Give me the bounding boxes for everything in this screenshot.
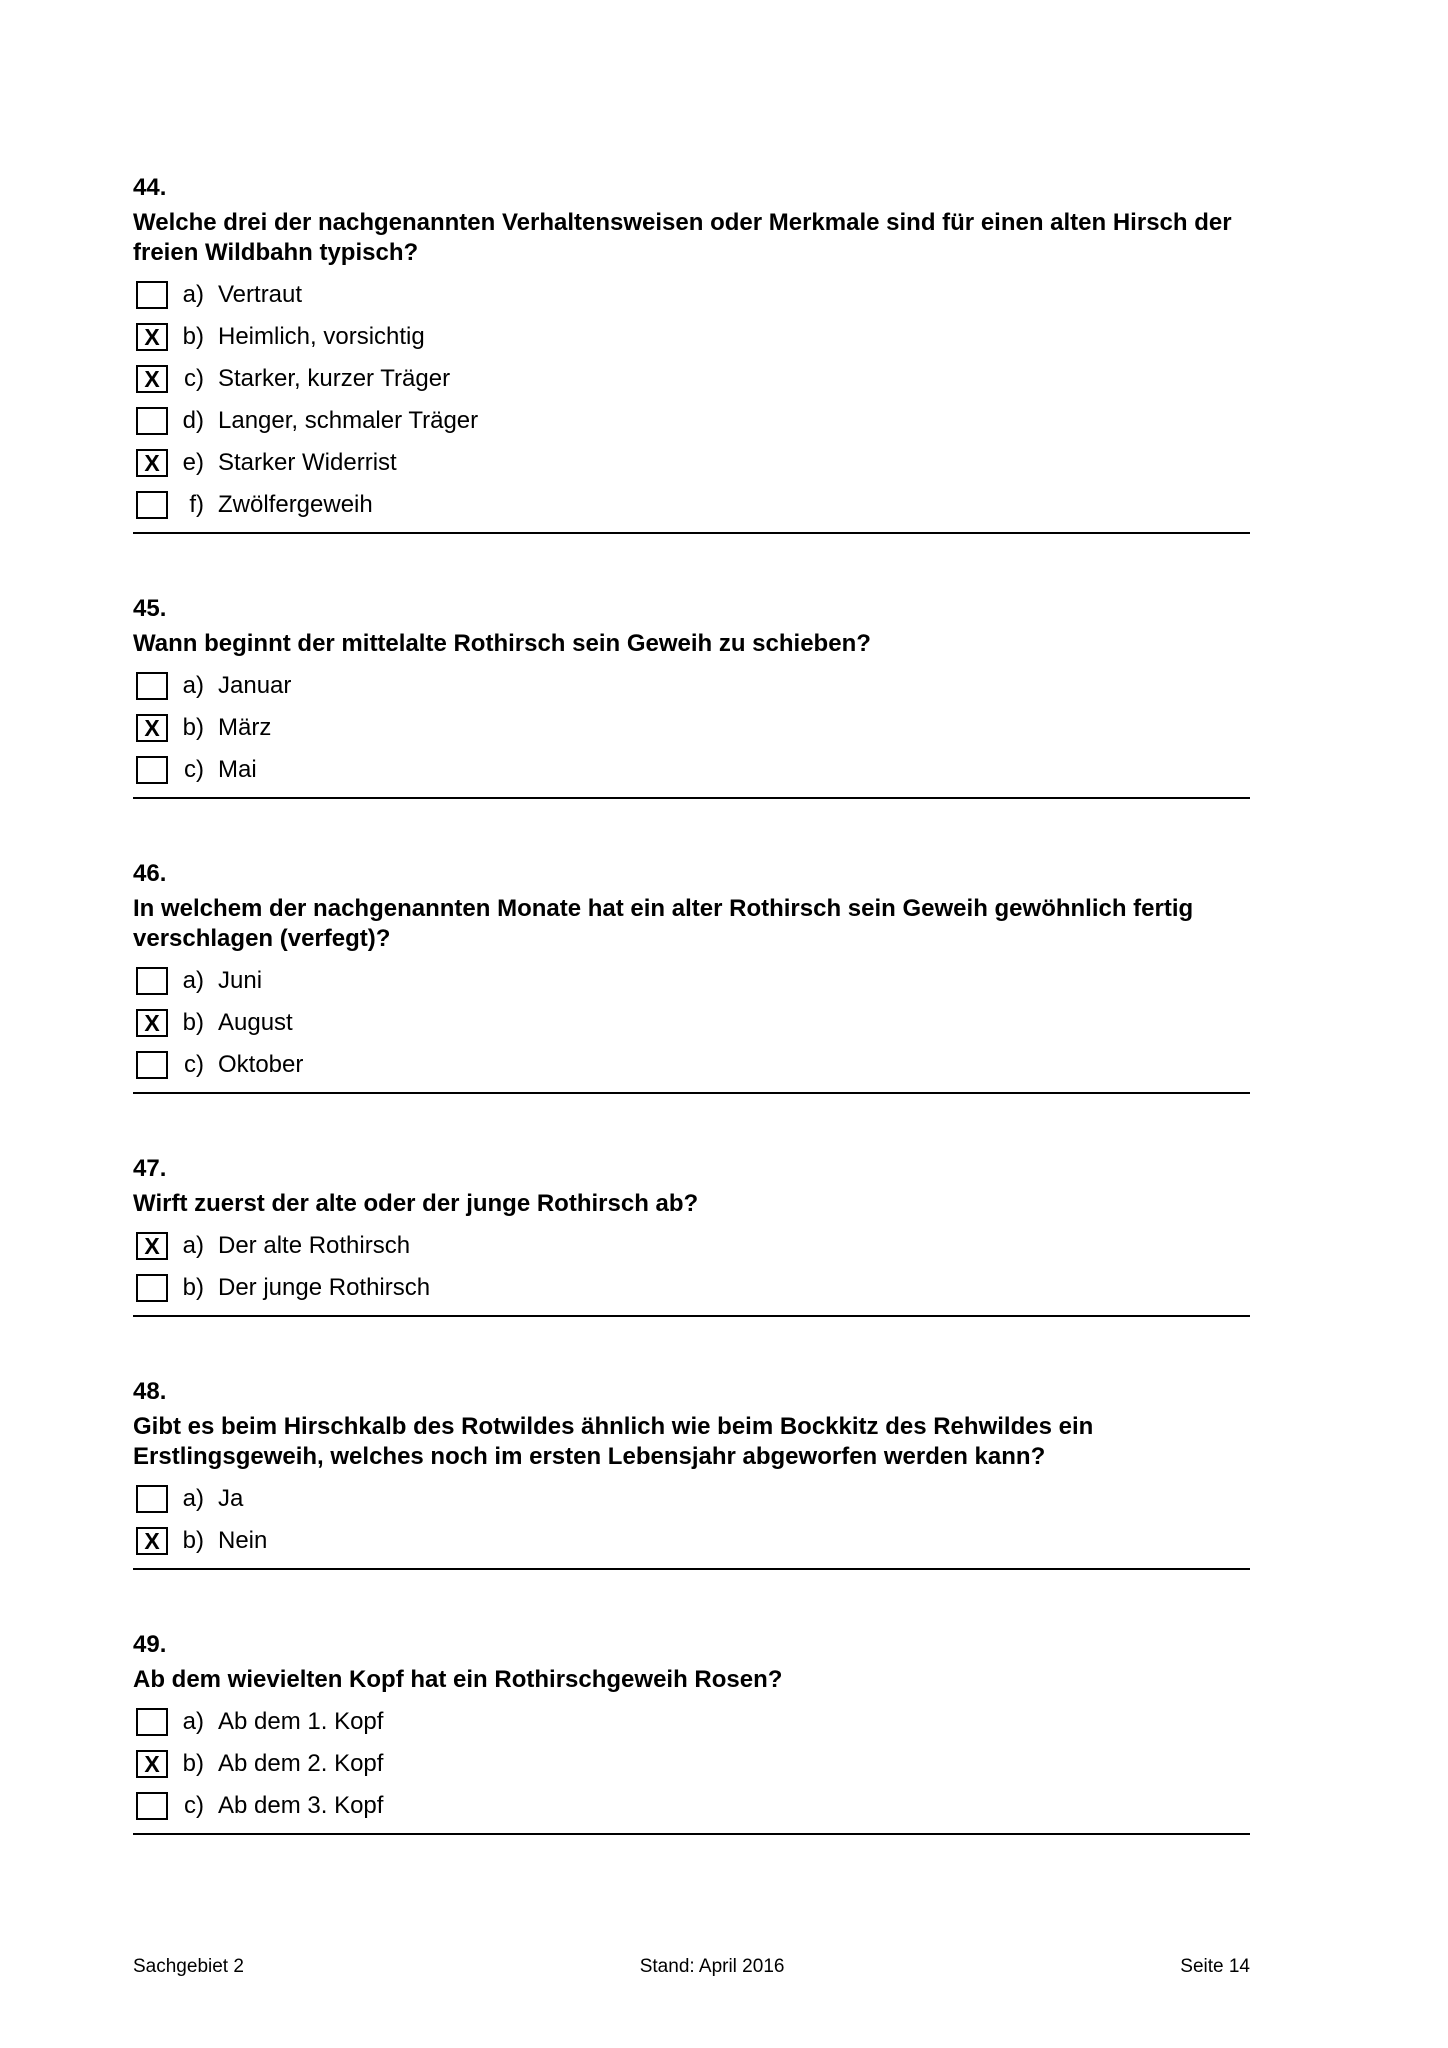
option-text: Der junge Rothirsch — [218, 1274, 431, 1301]
question-text: In welchem der nachgenannten Monate hat ein alter Rothirsch sein Geweih gewöhnlich fertig verschlagen (verfegt)? — [133, 895, 1194, 952]
answer-checkbox[interactable] — [136, 1485, 168, 1513]
question-list — [133, 173, 1250, 1895]
question-block — [133, 859, 1250, 1094]
option-text: Ab dem 1. Kopf — [218, 1708, 384, 1735]
answer-checkbox[interactable] — [136, 407, 168, 435]
option-text: Ja — [218, 1485, 244, 1512]
question-number: 48. — [133, 1378, 167, 1405]
answer-checkbox[interactable]: X — [136, 1750, 168, 1778]
option-text: Starker Widerrist — [218, 449, 397, 476]
question-number: 49. — [133, 1631, 167, 1658]
question-number: 46. — [133, 860, 167, 887]
option-text: Heimlich, vorsichtig — [218, 323, 425, 350]
answer-option[interactable] — [133, 665, 1250, 707]
answer-checkbox[interactable] — [136, 672, 168, 700]
answer-option[interactable] — [133, 274, 1250, 316]
option-text: August — [218, 1009, 293, 1036]
answer-checkbox[interactable]: X — [136, 449, 168, 477]
answer-checkbox[interactable] — [136, 1051, 168, 1079]
footer-page-number: Seite 14 — [1180, 1956, 1250, 1977]
question-number: 44. — [133, 174, 167, 201]
question-block — [133, 1154, 1250, 1317]
answer-checkbox[interactable] — [136, 281, 168, 309]
option-text: Ab dem 3. Kopf — [218, 1792, 384, 1819]
question-text: Wann beginnt der mittelalte Rothirsch sein Geweih zu schieben? — [133, 630, 871, 657]
answer-checkbox[interactable]: X — [136, 714, 168, 742]
option-letter: a) — [182, 1708, 204, 1735]
option-letter: b) — [182, 1274, 204, 1301]
footer-date: Stand: April 2016 — [639, 1956, 785, 1977]
option-letter: c) — [184, 1792, 204, 1819]
option-letter: f) — [189, 491, 204, 518]
answer-checkbox[interactable] — [136, 1274, 168, 1302]
answer-option[interactable] — [133, 1520, 1250, 1562]
answer-option[interactable] — [133, 749, 1250, 791]
question-block — [133, 594, 1250, 799]
option-text: Mai — [218, 756, 257, 783]
option-letter: c) — [184, 365, 204, 392]
question-text: Welche drei der nachgenannten Verhaltensweisen oder Merkmale sind für einen alten Hirsch der freien Wildbahn typisch? — [133, 209, 1232, 266]
answer-checkbox[interactable] — [136, 1792, 168, 1820]
page-footer — [133, 1956, 1250, 1978]
answer-option[interactable] — [133, 1044, 1250, 1086]
answer-checkbox[interactable]: X — [136, 323, 168, 351]
answer-checkbox[interactable] — [136, 491, 168, 519]
option-letter: c) — [184, 756, 204, 783]
question-number: 45. — [133, 595, 167, 622]
answer-checkbox[interactable] — [136, 1708, 168, 1736]
answer-option[interactable] — [133, 1478, 1250, 1520]
answer-option[interactable] — [133, 1225, 1250, 1267]
answer-option[interactable] — [133, 1267, 1250, 1309]
option-letter: a) — [182, 1232, 204, 1259]
option-letter: a) — [182, 967, 204, 994]
option-letter: d) — [182, 407, 204, 434]
option-letter: e) — [182, 449, 204, 476]
option-letter: b) — [182, 1009, 204, 1036]
answer-option[interactable] — [133, 484, 1250, 526]
option-letter: b) — [182, 714, 204, 741]
answer-option[interactable] — [133, 358, 1250, 400]
option-text: Oktober — [218, 1051, 304, 1078]
option-text: März — [218, 714, 272, 741]
question-text: Wirft zuerst der alte oder der junge Rothirsch ab? — [133, 1190, 699, 1217]
answer-checkbox[interactable]: X — [136, 1009, 168, 1037]
option-letter: a) — [182, 1485, 204, 1512]
option-text: Juni — [218, 967, 263, 994]
option-text: Nein — [218, 1527, 268, 1554]
answer-checkbox[interactable]: X — [136, 1232, 168, 1260]
answer-option[interactable] — [133, 400, 1250, 442]
question-number: 47. — [133, 1155, 167, 1182]
question-text: Gibt es beim Hirschkalb des Rotwildes ähnlich wie beim Bockkitz des Rehwildes ein Erstlingsgeweih, welches noch im ersten Lebensjahr abgeworfen werden kann? — [133, 1413, 1094, 1470]
option-text: Vertraut — [218, 281, 303, 308]
answer-option[interactable] — [133, 316, 1250, 358]
answer-option[interactable] — [133, 442, 1250, 484]
answer-option[interactable] — [133, 1002, 1250, 1044]
answer-option[interactable] — [133, 1743, 1250, 1785]
option-letter: b) — [182, 1750, 204, 1777]
option-text: Der alte Rothirsch — [218, 1232, 411, 1259]
answer-checkbox[interactable]: X — [136, 1527, 168, 1555]
answer-option[interactable] — [133, 707, 1250, 749]
option-letter: b) — [182, 1527, 204, 1554]
question-block — [133, 173, 1250, 534]
option-letter: a) — [182, 281, 204, 308]
option-text: Zwölfergeweih — [218, 491, 373, 518]
answer-checkbox[interactable] — [136, 967, 168, 995]
option-text: Januar — [218, 672, 292, 699]
question-text: Ab dem wievielten Kopf hat ein Rothirschgeweih Rosen? — [133, 1666, 783, 1693]
option-letter: a) — [182, 672, 204, 699]
option-text: Ab dem 2. Kopf — [218, 1750, 384, 1777]
question-block — [133, 1630, 1250, 1835]
option-letter: c) — [184, 1051, 204, 1078]
option-letter: b) — [182, 323, 204, 350]
answer-option[interactable] — [133, 1701, 1250, 1743]
answer-checkbox[interactable]: X — [136, 365, 168, 393]
answer-option[interactable] — [133, 1785, 1250, 1827]
answer-option[interactable] — [133, 960, 1250, 1002]
question-block — [133, 1377, 1250, 1570]
footer-subject: Sachgebiet 2 — [133, 1956, 244, 1977]
answer-checkbox[interactable] — [136, 756, 168, 784]
option-text: Starker, kurzer Träger — [218, 365, 451, 392]
option-text: Langer, schmaler Träger — [218, 407, 479, 434]
